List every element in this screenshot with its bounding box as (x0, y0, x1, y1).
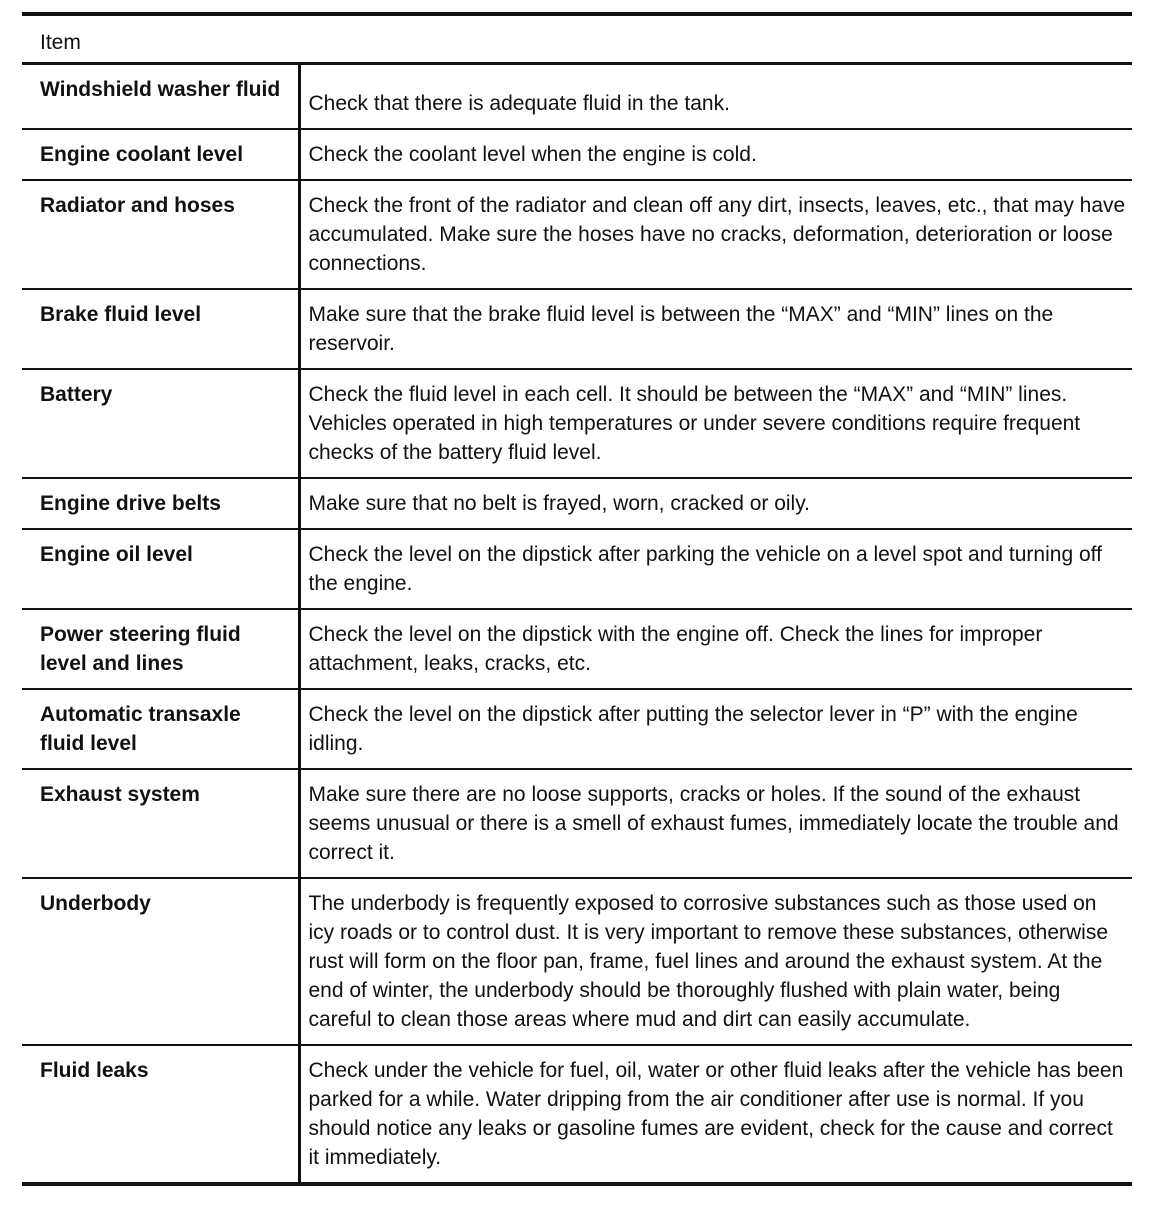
row-description: Check the front of the radiator and clean off any dirt, insects, leaves, etc., that may have accumulated. Make sure the hoses have no cracks, deformation, deterioration or loose connections. (299, 180, 1132, 289)
maintenance-table (22, 12, 1132, 1186)
row-description: The underbody is frequently exposed to corrosive substances such as those used on icy roads or to control dust. It is very important to remove these substances, otherwise rust will form on the floor pan, frame, fuel lines and around the exhaust system. At the end of winter, the underbody should be thoroughly flushed with plain water, being careful to clean those areas where mud and dirt can easily accumulate. (299, 878, 1132, 1045)
row-description: Check the level on the dipstick with the engine off. Check the lines for improper attachment, leaks, cracks, etc. (299, 609, 1132, 689)
table-row (22, 1045, 1132, 1182)
row-item: Exhaust system (22, 769, 299, 878)
table-row (22, 478, 1132, 529)
row-item: Power steering fluid level and lines (22, 609, 299, 689)
row-item: Underbody (22, 878, 299, 1045)
row-description: Check the level on the dipstick after putting the selector lever in “P” with the engine idling. (299, 689, 1132, 769)
row-description: Make sure that no belt is frayed, worn, cracked or oily. (299, 478, 1132, 529)
header-item-label: Item (40, 31, 81, 54)
table-row (22, 369, 1132, 478)
table-row (22, 180, 1132, 289)
row-item: Engine oil level (22, 529, 299, 609)
table-row (22, 529, 1132, 609)
row-description: Check the fluid level in each cell. It should be between the “MAX” and “MIN” lines. Vehicles operated in high temperatures or under severe conditions require frequent checks of the battery fluid level. (299, 369, 1132, 478)
table-row (22, 769, 1132, 878)
row-description: Check under the vehicle for fuel, oil, water or other fluid leaks after the vehicle has been parked for a while. Water dripping from the air conditioner after use is normal. If you should notice any leaks or gasoline fumes are evident, check for the cause and correct it immediately. (308, 1059, 1124, 1169)
row-item: Brake fluid level (22, 289, 299, 369)
table-row (22, 289, 1132, 369)
table-header (22, 16, 1132, 65)
table-row (22, 878, 1132, 1045)
row-item: Engine drive belts (22, 478, 299, 529)
table-row (22, 609, 1132, 689)
row-description: Make sure that the brake fluid level is between the “MAX” and “MIN” lines on the reservoir. (299, 289, 1132, 369)
row-description: Check that there is adequate fluid in the tank. (299, 65, 1132, 129)
row-item: Fluid leaks (22, 1045, 299, 1182)
row-description: Make sure there are no loose supports, cracks or holes. If the sound of the exhaust seems unusual or there is a smell of exhaust fumes, immediately locate the trouble and correct it. (299, 769, 1132, 878)
row-item: Engine coolant level (22, 129, 299, 180)
row-item: Radiator and hoses (22, 180, 299, 289)
row-description: Check the coolant level when the engine is cold. (299, 129, 1132, 180)
bottom-rule (22, 1182, 1132, 1186)
table-row (22, 65, 1132, 129)
row-description: Check the level on the dipstick after parking the vehicle on a level spot and turning off the engine. (299, 529, 1132, 609)
row-item: Automatic transaxle fluid level (22, 689, 299, 769)
row-item: Battery (22, 369, 299, 478)
row-item: Windshield washer fluid (22, 65, 299, 129)
table-row (22, 689, 1132, 769)
inspection-table (22, 65, 1132, 1182)
table-row (22, 129, 1132, 180)
